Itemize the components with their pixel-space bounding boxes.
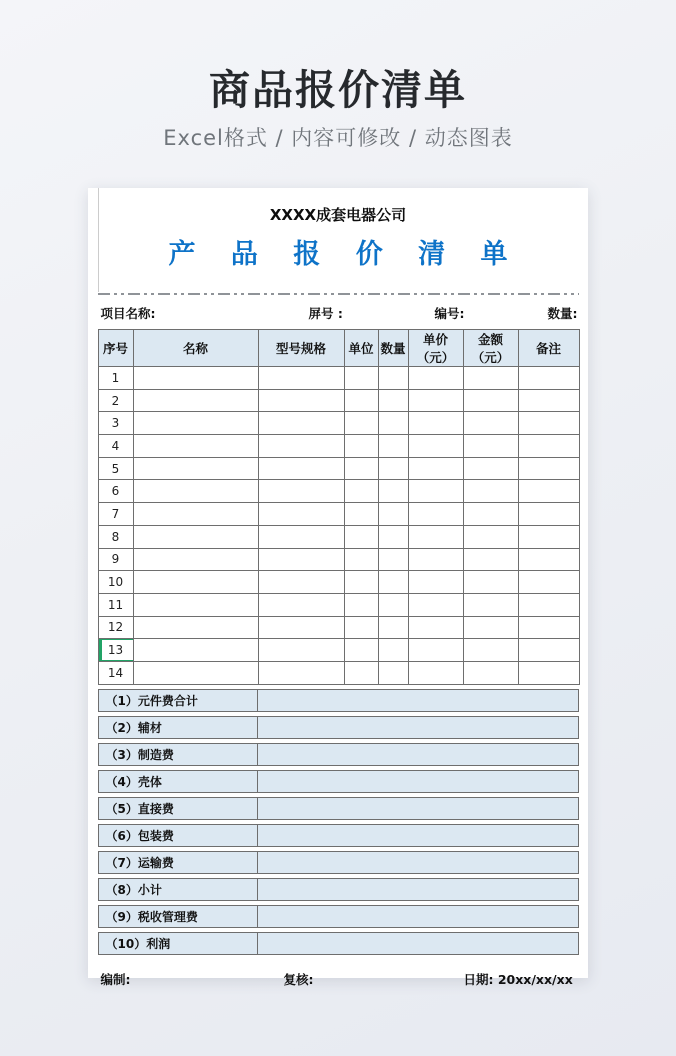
cell[interactable] [258,593,344,616]
cell[interactable] [463,503,518,526]
cell[interactable] [463,593,518,616]
table-row-selected [98,639,579,662]
cell[interactable] [463,571,518,594]
summary-label: （3）制造费 [99,744,258,765]
cell[interactable] [463,435,518,458]
cell[interactable] [408,503,463,526]
cell[interactable] [518,571,579,594]
cell[interactable] [133,616,258,639]
table-row [98,503,579,526]
cell[interactable] [408,661,463,684]
cell[interactable] [133,548,258,571]
cell[interactable] [518,548,579,571]
page-header [0,0,676,152]
cell[interactable] [408,389,463,412]
table-row [98,548,579,571]
table-row [98,412,579,435]
summary-label: （8）小计 [99,879,258,900]
cell[interactable] [518,389,579,412]
cell[interactable] [408,367,463,390]
page-subtitle: Excel格式 / 内容可修改 / 动态图表 [163,126,513,151]
project-name-label: 项目名称: [100,306,156,321]
cell[interactable] [518,593,579,616]
cell[interactable] [258,661,344,684]
summary-row [98,689,579,712]
cell-index-selected[interactable]: 13 [98,639,133,662]
table-row [98,457,579,480]
summary-row [98,824,579,847]
cell[interactable] [258,616,344,639]
cell[interactable] [378,639,408,662]
prepared-by-label: 编制: [100,971,131,987]
cell[interactable] [378,457,408,480]
cell[interactable] [344,593,378,616]
cell[interactable] [408,480,463,503]
cell[interactable] [378,616,408,639]
cell[interactable] [133,639,258,662]
summary-label: （4）壳体 [99,771,258,792]
table-row [98,661,579,684]
summary-row [98,878,579,901]
summary-value-cell[interactable] [258,771,578,792]
cell[interactable] [133,457,258,480]
col-header-unit: 单位 [344,330,378,367]
cell[interactable] [408,412,463,435]
cell[interactable] [344,525,378,548]
cell[interactable] [133,435,258,458]
cell[interactable] [463,548,518,571]
table-row [98,593,579,616]
summary-section [98,689,579,955]
table-row [98,367,579,390]
cell[interactable] [133,503,258,526]
cell[interactable] [258,548,344,571]
cell[interactable] [518,661,579,684]
cell[interactable] [378,525,408,548]
col-header-remark: 备注 [518,330,579,367]
summary-label: （1）元件费合计 [99,690,258,711]
cell[interactable] [344,571,378,594]
col-header-qty: 数量 [378,330,408,367]
cell[interactable] [258,639,344,662]
cell[interactable] [518,616,579,639]
cell[interactable] [133,480,258,503]
document-title: 产 品 报 价 清 单 [168,239,521,270]
page-title: 商品报价清单 [209,66,467,114]
cell[interactable] [518,367,579,390]
col-header-amount: 金额（元） [463,330,518,367]
summary-value-cell[interactable] [258,906,578,927]
cell[interactable] [518,480,579,503]
summary-label: （2）辅材 [99,717,258,738]
cell-index[interactable]: 6 [98,480,133,503]
cell-index[interactable]: 5 [98,457,133,480]
cell[interactable] [463,616,518,639]
col-header-unit-price: 单价（元） [408,330,463,367]
cell[interactable] [344,548,378,571]
table-row [98,525,579,548]
cell[interactable] [133,571,258,594]
cell[interactable] [344,457,378,480]
summary-value-cell[interactable] [258,744,578,765]
summary-label: （7）运输费 [99,852,258,873]
summary-value-cell[interactable] [258,690,578,711]
cell[interactable] [258,525,344,548]
cell[interactable] [378,548,408,571]
table-row [98,616,579,639]
sheet-footer [98,966,579,996]
cell[interactable] [344,435,378,458]
summary-label: （9）税收管理费 [99,906,258,927]
table-header-row [98,330,579,367]
summary-value-cell[interactable] [258,933,578,954]
cell[interactable] [463,412,518,435]
summary-row [98,743,579,766]
summary-label: （6）包装费 [99,825,258,846]
quotation-table [98,329,580,685]
cell-index[interactable]: 4 [98,435,133,458]
column-border-line [98,188,99,292]
cell[interactable] [378,571,408,594]
serial-no-label: 编号: [434,306,465,321]
cell[interactable] [408,639,463,662]
cell[interactable] [463,457,518,480]
cell-index[interactable]: 9 [98,548,133,571]
cell[interactable] [133,593,258,616]
table-row [98,435,579,458]
cell[interactable] [408,525,463,548]
summary-value-cell[interactable] [258,825,578,846]
cell[interactable] [408,548,463,571]
cell[interactable] [378,389,408,412]
cell[interactable] [344,616,378,639]
cell[interactable] [408,571,463,594]
cell[interactable] [518,503,579,526]
cell[interactable] [463,389,518,412]
cell-index[interactable]: 12 [98,616,133,639]
cell[interactable] [463,480,518,503]
cell[interactable] [463,661,518,684]
cell-index[interactable]: 1 [98,367,133,390]
company-name: XXXX成套电器公司 [269,206,407,224]
panel-no-label: 屏号 : [308,306,343,321]
col-header-name: 名称 [133,330,258,367]
cell[interactable] [258,503,344,526]
cell[interactable] [463,639,518,662]
cell[interactable] [463,525,518,548]
cell[interactable] [408,457,463,480]
summary-value-cell[interactable] [258,879,578,900]
cell[interactable] [463,367,518,390]
cell-index[interactable]: 11 [98,593,133,616]
summary-label: （10）利润 [99,933,258,954]
cell[interactable] [344,480,378,503]
summary-row [98,770,579,793]
info-row [98,295,579,329]
summary-row [98,851,579,874]
col-header-index: 序号 [98,330,133,367]
summary-row [98,905,579,928]
table-row [98,389,579,412]
summary-value-cell[interactable] [258,852,578,873]
cell[interactable] [344,661,378,684]
cell[interactable] [378,480,408,503]
cell[interactable] [344,412,378,435]
cell[interactable] [258,571,344,594]
date-label: 日期: 20xx/xx/xx [463,971,573,987]
cell[interactable] [518,639,579,662]
col-header-model: 型号规格 [258,330,344,367]
cell[interactable] [258,389,344,412]
cell[interactable] [258,367,344,390]
cell[interactable] [378,593,408,616]
summary-value-cell[interactable] [258,717,578,738]
cell[interactable] [258,435,344,458]
cell[interactable] [344,503,378,526]
cell-index[interactable]: 10 [98,571,133,594]
summary-row [98,797,579,820]
cell[interactable] [133,525,258,548]
cell[interactable] [258,457,344,480]
cell[interactable] [133,367,258,390]
cell[interactable] [518,435,579,458]
cell[interactable] [518,457,579,480]
cell[interactable] [133,412,258,435]
table-row [98,480,579,503]
table-row [98,571,579,594]
cell[interactable] [378,503,408,526]
cell-index[interactable]: 3 [98,412,133,435]
cell[interactable] [344,389,378,412]
summary-row [98,932,579,955]
spreadsheet-preview [88,188,588,987]
cell[interactable] [408,616,463,639]
cell[interactable] [378,412,408,435]
summary-row [98,716,579,739]
cell[interactable] [344,639,378,662]
cell[interactable] [408,435,463,458]
cell[interactable] [344,367,378,390]
reviewed-by-label: 复核: [283,971,314,987]
cell-index[interactable]: 7 [98,503,133,526]
cell[interactable] [518,525,579,548]
summary-label: （5）直接费 [99,798,258,819]
cell[interactable] [133,661,258,684]
cell[interactable] [133,389,258,412]
cell[interactable] [378,661,408,684]
cell-index[interactable]: 2 [98,389,133,412]
cell[interactable] [258,480,344,503]
cell[interactable] [408,593,463,616]
cell[interactable] [258,412,344,435]
cell[interactable] [378,367,408,390]
summary-value-cell[interactable] [258,798,578,819]
cell[interactable] [378,435,408,458]
cell-index[interactable]: 14 [98,661,133,684]
cell[interactable] [518,412,579,435]
quantity-label: 数量: [547,306,578,321]
cell-index[interactable]: 8 [98,525,133,548]
